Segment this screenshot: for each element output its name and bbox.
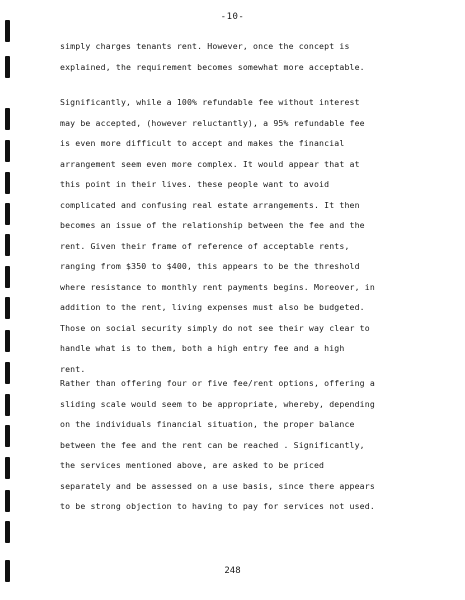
binder-hole — [5, 425, 10, 447]
binder-hole — [5, 203, 10, 225]
text-line: on the individuals financial situation, the proper balance — [60, 419, 355, 429]
binder-hole — [5, 140, 10, 162]
text-line: handle what is to them, both a high entry fee and a high — [60, 343, 345, 353]
binder-hole — [5, 362, 10, 384]
page-footer-number: 248 — [224, 566, 241, 576]
binder-hole — [5, 266, 10, 288]
binder-hole — [5, 108, 10, 130]
text-line: may be accepted, (however reluctantly), a 95% refundable fee — [60, 117, 365, 128]
binder-holes — [5, 0, 13, 600]
text-line: arrangement seem even more complex. It would appear that at — [60, 158, 360, 169]
page-header-number: -10- — [220, 12, 245, 22]
text-line: becomes an issue of the relationship between the fee and the — [60, 220, 365, 230]
text-line: to be strong objection to having to pay for services not used. — [60, 501, 375, 511]
binder-hole — [5, 394, 10, 416]
text-line: between the fee and the rent can be reached . Significantly, — [60, 439, 365, 450]
text-line: this point in their lives. these people want to avoid — [60, 179, 330, 189]
text-line: sliding scale would seem to be appropriate, whereby, depending — [60, 398, 375, 409]
text-line: Rather than offering four or five fee/rent options, offering a — [60, 378, 375, 388]
text-line: addition to the rent, living expenses must also be budgeted. — [60, 302, 365, 312]
paragraph-1 — [60, 36, 405, 77]
paragraph-2 — [60, 92, 405, 379]
text-line: simply charges tenants rent. However, once the concept is — [60, 41, 350, 51]
binder-hole — [5, 234, 10, 256]
text-line: Significantly, while a 100% refundable fee without interest — [60, 97, 360, 107]
binder-hole — [5, 521, 10, 543]
binder-hole — [5, 330, 10, 352]
text-line: ranging from $350 to $400, this appears to be the threshold — [60, 261, 360, 271]
text-line: Those on social security simply do not see their way clear to — [60, 322, 370, 333]
binder-hole — [5, 56, 10, 78]
binder-hole — [5, 172, 10, 194]
binder-hole — [5, 490, 10, 512]
text-line: complicated and confusing real estate arrangements. It then — [60, 199, 360, 210]
binder-hole — [5, 297, 10, 319]
text-line: the services mentioned above, are asked to be priced — [60, 460, 325, 470]
paragraph-3 — [60, 373, 405, 517]
text-line: rent. Given their frame of reference of acceptable rents, — [60, 240, 350, 251]
binder-hole — [5, 20, 10, 42]
text-line: explained, the requirement becomes somewhat more acceptable. — [60, 61, 365, 72]
text-line: rent. — [60, 363, 86, 374]
text-line: separately and be assessed on a use basis, since there appears — [60, 480, 375, 491]
text-line: is even more difficult to accept and makes the financial — [60, 138, 345, 148]
binder-hole — [5, 457, 10, 479]
text-line: where resistance to monthly rent payments begins. Moreover, in — [60, 281, 375, 292]
